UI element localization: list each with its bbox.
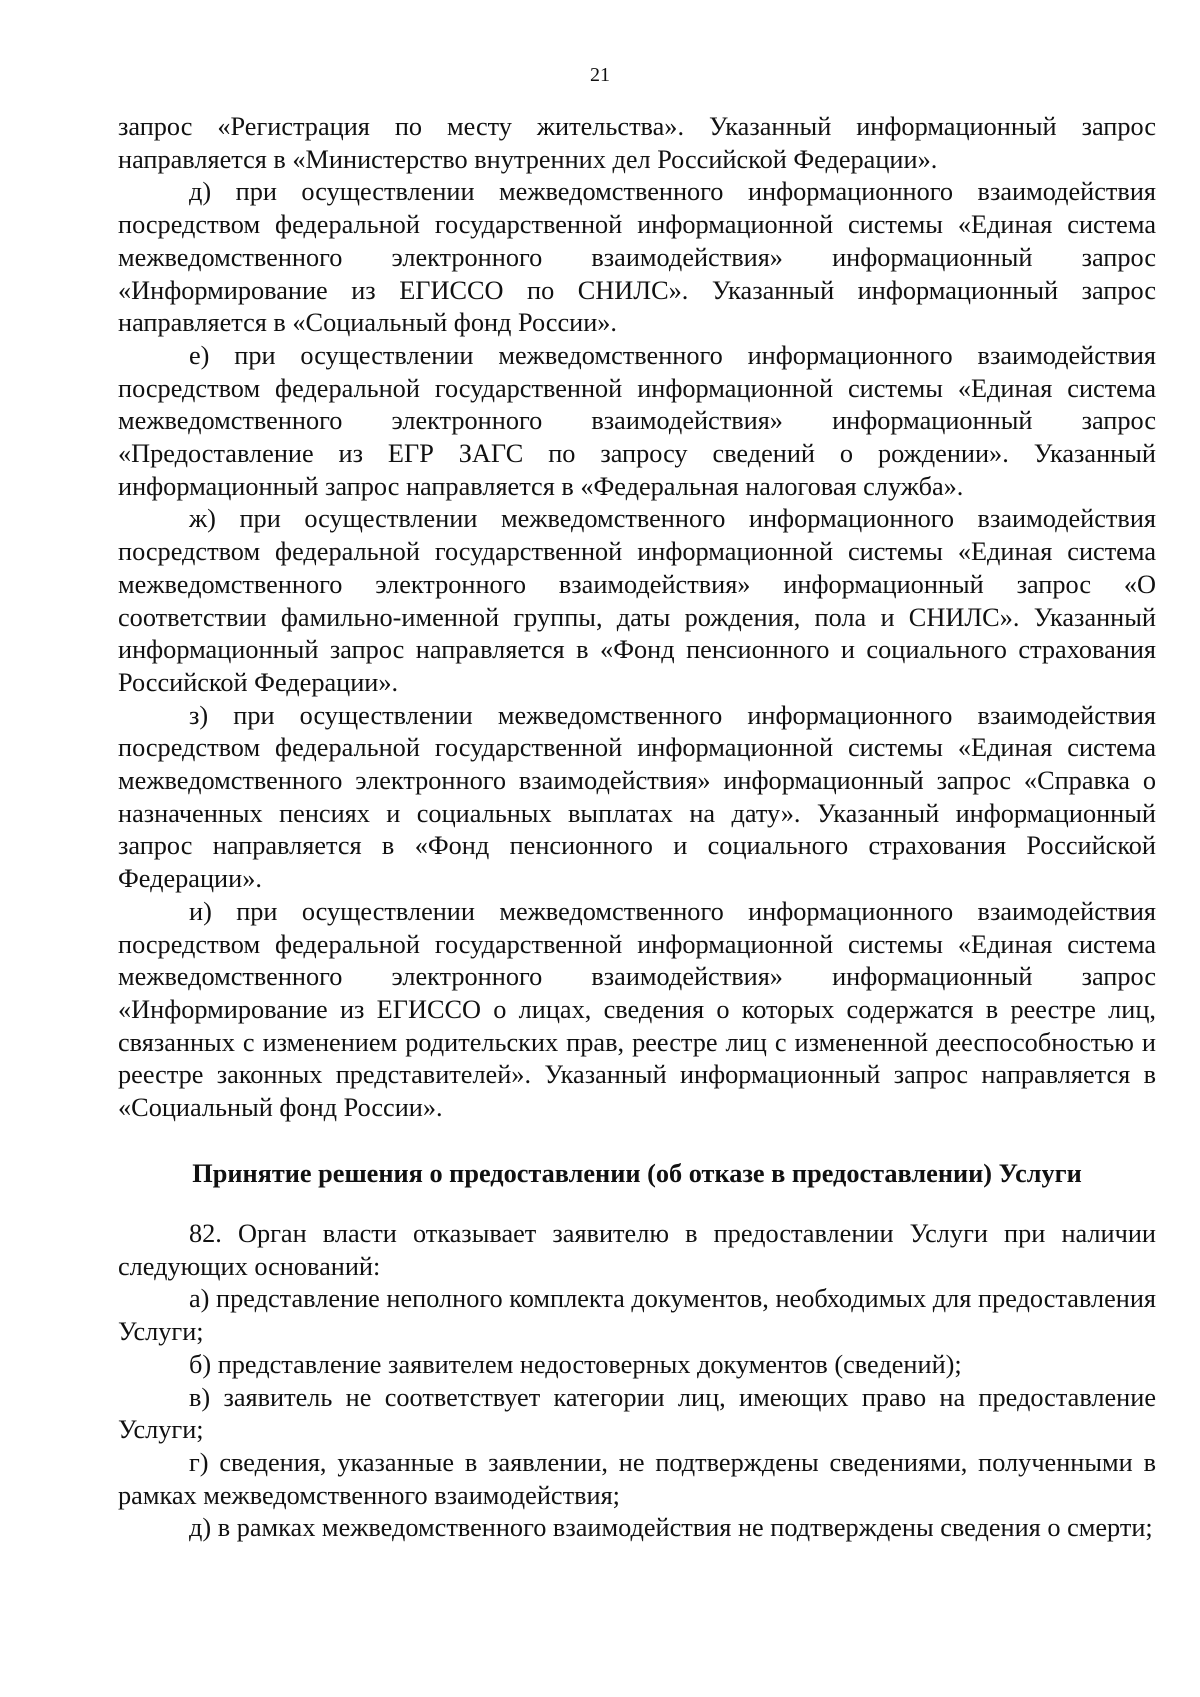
paragraph-continuation: запрос «Регистрация по месту жительства». Указанный информационный запрос направляется в «Министерство внутренних дел Российской Федерации». xyxy=(118,112,1156,174)
paragraph-item-a: а) представление неполного комплекта документов, необходимых для предоставления Услуги; xyxy=(118,1284,1156,1347)
paragraph-item-i: и) при осуществлении межведомственного информационного взаимодействия посредством федеральной государственной информационной системы «Единая система межведомственного электронного взаимодействия» информационный запрос «Информирование из ЕГИССО о лицах, сведения о которых содержатся в реестре лиц, связанных с изменением родительских прав, реестре лиц с измененной дееспособностью и реестре законных представителей». Указанный информационный запрос направляется в «Социальный фонд России». xyxy=(118,896,1156,1123)
section-heading: Принятие решения о предоставлении (об отказе в предоставлении) Услуги xyxy=(192,1159,1082,1188)
body-text-section-1 xyxy=(118,111,1156,1125)
page-number: 21 xyxy=(590,64,610,86)
paragraph-item-e: е) при осуществлении межведомственного информационного взаимодействия посредством федеральной государственной информационной системы «Единая система межведомственного электронного взаимодействия» информационный запрос «Предоставление из ЕГР ЗАГС по запросу сведений о рождении». Указанный информационный запрос направляется в «Федеральная налоговая служба». xyxy=(118,340,1156,501)
paragraph-item-zh: ж) при осуществлении межведомственного информационного взаимодействия посредством федеральной государственной информационной системы «Единая система межведомственного электронного взаимодействия» информационный запрос «О соответствии фамильно-именной группы, даты рождения, пола и СНИЛС». Указанный информационный запрос направляется в «Фонд пенсионного и социального страхования Российской Федерации». xyxy=(118,504,1156,697)
paragraph-item-g: г) сведения, указанные в заявлении, не подтверждены сведениями, полученными в рамках межведомственного взаимодействия; xyxy=(118,1447,1156,1510)
paragraph-item-z: з) при осуществлении межведомственного информационного взаимодействия посредством федеральной государственной информационной системы «Единая система межведомственного электронного взаимодействия» информационный запрос «Справка о назначенных пенсиях и социальных выплатах на дату». Указанный информационный запрос направляется в «Фонд пенсионного и социального страхования Российской Федерации». xyxy=(118,700,1156,894)
paragraph-item-d2: д) в рамках межведомственного взаимодействия не подтверждены сведения о смерти; xyxy=(189,1513,1153,1543)
paragraph-item-b: б) представление заявителем недостоверных документов (сведений); xyxy=(189,1349,962,1379)
body-text-section-2 xyxy=(118,1218,1156,1545)
paragraph-item-d: д) при осуществлении межведомственного информационного взаимодействия посредством федеральной государственной информационной системы «Единая система межведомственного электронного взаимодействия» информационный запрос «Информирование из ЕГИССО по СНИЛС». Указанный информационный запрос направляется в «Социальный фонд России». xyxy=(118,177,1156,338)
paragraph-item-v: в) заявитель не соответствует категории лиц, имеющих право на предоставление Услуги; xyxy=(118,1382,1156,1445)
paragraph-82: 82. Орган власти отказывает заявителю в предоставлении Услуги при наличии следующих оснований: xyxy=(118,1219,1156,1281)
